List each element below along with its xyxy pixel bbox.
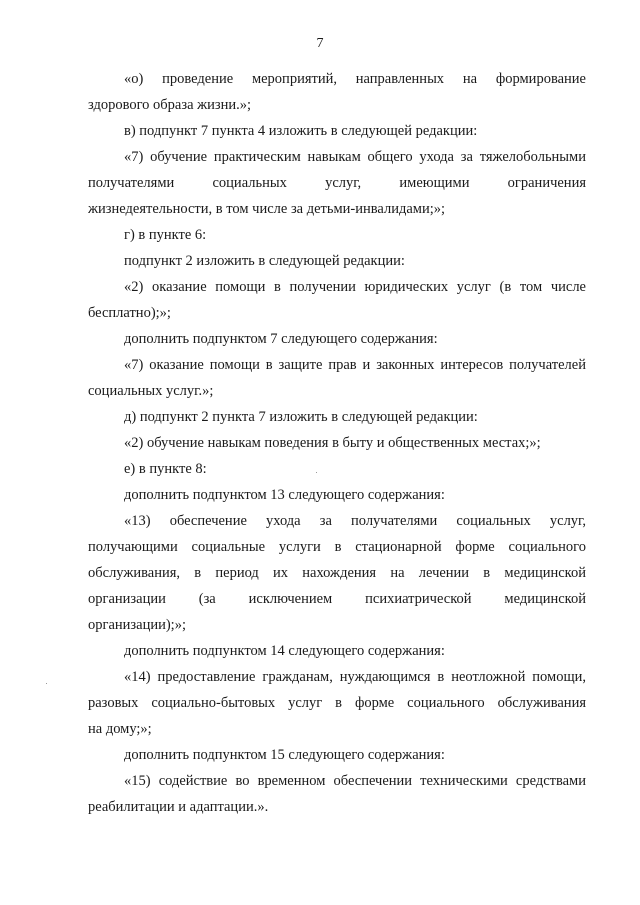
text-line: получателями социальных услуг, имеющими ограничения — [88, 175, 586, 191]
document-body — [88, 66, 586, 820]
text-line: «7) оказание помощи в защите прав и законных интересов получателей — [124, 357, 586, 373]
text-line: в) подпункт 7 пункта 4 изложить в следующей редакции: — [124, 123, 478, 139]
text-line: на дому;»; — [88, 721, 152, 737]
text-line: подпункт 2 изложить в следующей редакции: — [124, 253, 405, 269]
text-line: «14) предоставление гражданам, нуждающимся в неотложной помощи, — [124, 669, 586, 685]
text-line: дополнить подпунктом 13 следующего содержания: — [124, 487, 445, 503]
text-line: дополнить подпунктом 15 следующего содержания: — [124, 747, 445, 763]
text-line: реабилитации и адаптации.». — [88, 799, 269, 815]
text-line: социальных услуг.»; — [88, 383, 214, 399]
text-line: дополнить подпунктом 14 следующего содержания: — [124, 643, 445, 659]
text-line: г) в пункте 6: — [124, 227, 207, 243]
text-line: здорового образа жизни.»; — [88, 97, 252, 113]
text-line: бесплатно);»; — [88, 305, 171, 321]
text-line: «о) проведение мероприятий, направленных на формирование — [124, 71, 586, 87]
text-line: организации (за исключением психиатрической медицинской — [88, 591, 586, 607]
text-line: «2) обучение навыкам поведения в быту и общественных местах;»; — [124, 435, 541, 451]
text-line: получающими социальные услуги в стационарной форме социального — [88, 539, 586, 555]
text-line: д) подпункт 2 пункта 7 изложить в следующей редакции: — [124, 409, 478, 425]
text-line: обслуживания, в период их нахождения на лечении в медицинской — [88, 565, 586, 581]
page-number: 7 — [316, 36, 324, 51]
text-line: дополнить подпунктом 7 следующего содержания: — [124, 331, 438, 347]
text-line: разовых социально-бытовых услуг в форме социального обслуживания — [88, 695, 586, 711]
text-line: организации);»; — [88, 617, 186, 633]
scan-speck — [46, 683, 47, 684]
text-line: «2) оказание помощи в получении юридических услуг (в том числе — [124, 279, 586, 295]
text-line: «15) содействие во временном обеспечении техническими средствами — [124, 773, 586, 789]
text-line: «13) обеспечение ухода за получателями социальных услуг, — [124, 513, 586, 529]
text-line: е) в пункте 8: — [124, 461, 207, 477]
text-line: жизнедеятельности, в том числе за детьми-инвалидами;»; — [88, 201, 446, 217]
text-line: «7) обучение практическим навыкам общего ухода за тяжелобольными — [124, 149, 586, 165]
scan-speck — [316, 472, 317, 473]
